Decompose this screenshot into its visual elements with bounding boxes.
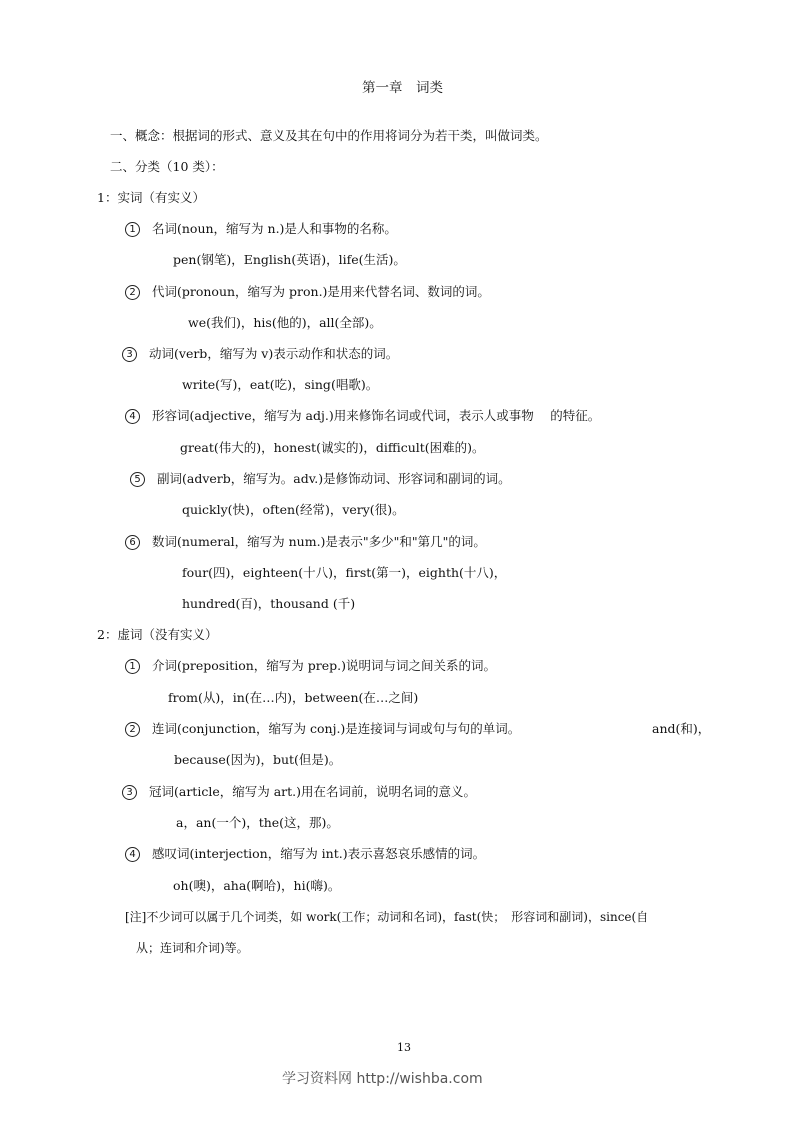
item-number: 6 bbox=[125, 535, 140, 550]
item-example: four(四)，eighteen(十八)，first(第一)，eighth(十八)， bbox=[182, 565, 507, 580]
list-item bbox=[125, 534, 486, 550]
item-number: 2 bbox=[125, 722, 140, 737]
item-example: a，an(一个)，the(这，那)。 bbox=[176, 815, 339, 830]
item-text: 冠词(article，缩写为 art.)用在名词前，说明名词的意义。 bbox=[149, 784, 476, 799]
list-item bbox=[130, 471, 511, 487]
classification-line: 二、分类（10 类）： bbox=[110, 159, 224, 174]
item-example: great(伟大的)，honest(诚实的)，difficult(困难的)。 bbox=[180, 440, 485, 455]
item-number: 2 bbox=[125, 285, 140, 300]
page-number: 13 bbox=[397, 1041, 411, 1054]
item-example: write(写)，eat(吃)，sing(唱歌)。 bbox=[182, 377, 379, 392]
item-text: 形容词(adjective，缩写为 adj.)用来修饰名词或代词，表示人或事物 的特征。 bbox=[152, 408, 601, 423]
note-line-1: [注]不少词可以属于几个词类，如 work(工作；动词和名词)，fast(快； 形容词和副词)，since(自 bbox=[125, 910, 649, 924]
list-item bbox=[122, 784, 476, 800]
item-example: hundred(百)，thousand (千) bbox=[182, 596, 356, 611]
list-item bbox=[125, 658, 496, 674]
item-text: 代词(pronoun，缩写为 pron.)是用来代替名词、数词的词。 bbox=[152, 284, 490, 299]
item-number: 1 bbox=[125, 222, 140, 237]
item-text: 连词(conjunction，缩写为 conj.)是连接词与词或句与句的单词。 bbox=[152, 721, 521, 736]
item-number: 5 bbox=[130, 472, 145, 487]
item-number: 3 bbox=[122, 785, 137, 800]
list-item bbox=[125, 408, 600, 424]
item-example: we(我们)，his(他的)，all(全部)。 bbox=[188, 315, 382, 330]
item-text: 动词(verb，缩写为 v)表示动作和状态的词。 bbox=[149, 346, 399, 361]
section-2-heading: 2：虚词（没有实义） bbox=[97, 627, 218, 642]
item-text: 介词(preposition，缩写为 prep.)说明词与词之间关系的词。 bbox=[152, 658, 496, 673]
item-number: 1 bbox=[125, 659, 140, 674]
list-item bbox=[125, 284, 490, 300]
section-1-heading: 1：实词（有实义） bbox=[97, 190, 205, 205]
item-example: because(因为)，but(但是)。 bbox=[174, 752, 342, 767]
item-example: pen(钢笔)，English(英语)，life(生活)。 bbox=[173, 252, 406, 267]
concept-line: 一、概念：根据词的形式、意义及其在句中的作用将词分为若干类，叫做词类。 bbox=[110, 128, 548, 143]
item-example: oh(噢)，aha(啊哈)，hi(嗨)。 bbox=[173, 878, 341, 893]
list-item bbox=[122, 346, 398, 362]
item-text-tail: and(和)， bbox=[652, 721, 711, 736]
note-line-2: 从；连词和介词)等。 bbox=[136, 941, 249, 955]
list-item bbox=[125, 721, 520, 737]
item-text: 数词(numeral，缩写为 num.)是表示"多少"和"第几"的词。 bbox=[152, 534, 486, 549]
watermark-footer: 学习资料网 http://wishba.com bbox=[282, 1071, 483, 1087]
list-item bbox=[125, 221, 397, 237]
item-number: 4 bbox=[125, 847, 140, 862]
item-text: 感叹词(interjection，缩写为 int.)表示喜怒哀乐感情的词。 bbox=[152, 846, 486, 861]
item-number: 4 bbox=[125, 409, 140, 424]
item-example: from(从)，in(在…内)，between(在…之间) bbox=[168, 690, 419, 705]
item-text: 副词(adverb，缩写为。adv.)是修饰动词、形容词和副词的词。 bbox=[157, 471, 511, 486]
item-text: 名词(noun，缩写为 n.)是人和事物的名称。 bbox=[152, 221, 397, 236]
item-number: 3 bbox=[122, 347, 137, 362]
item-example: quickly(快)，often(经常)，very(很)。 bbox=[182, 502, 405, 517]
list-item bbox=[125, 846, 485, 862]
chapter-title: 第一章 词类 bbox=[362, 80, 443, 96]
